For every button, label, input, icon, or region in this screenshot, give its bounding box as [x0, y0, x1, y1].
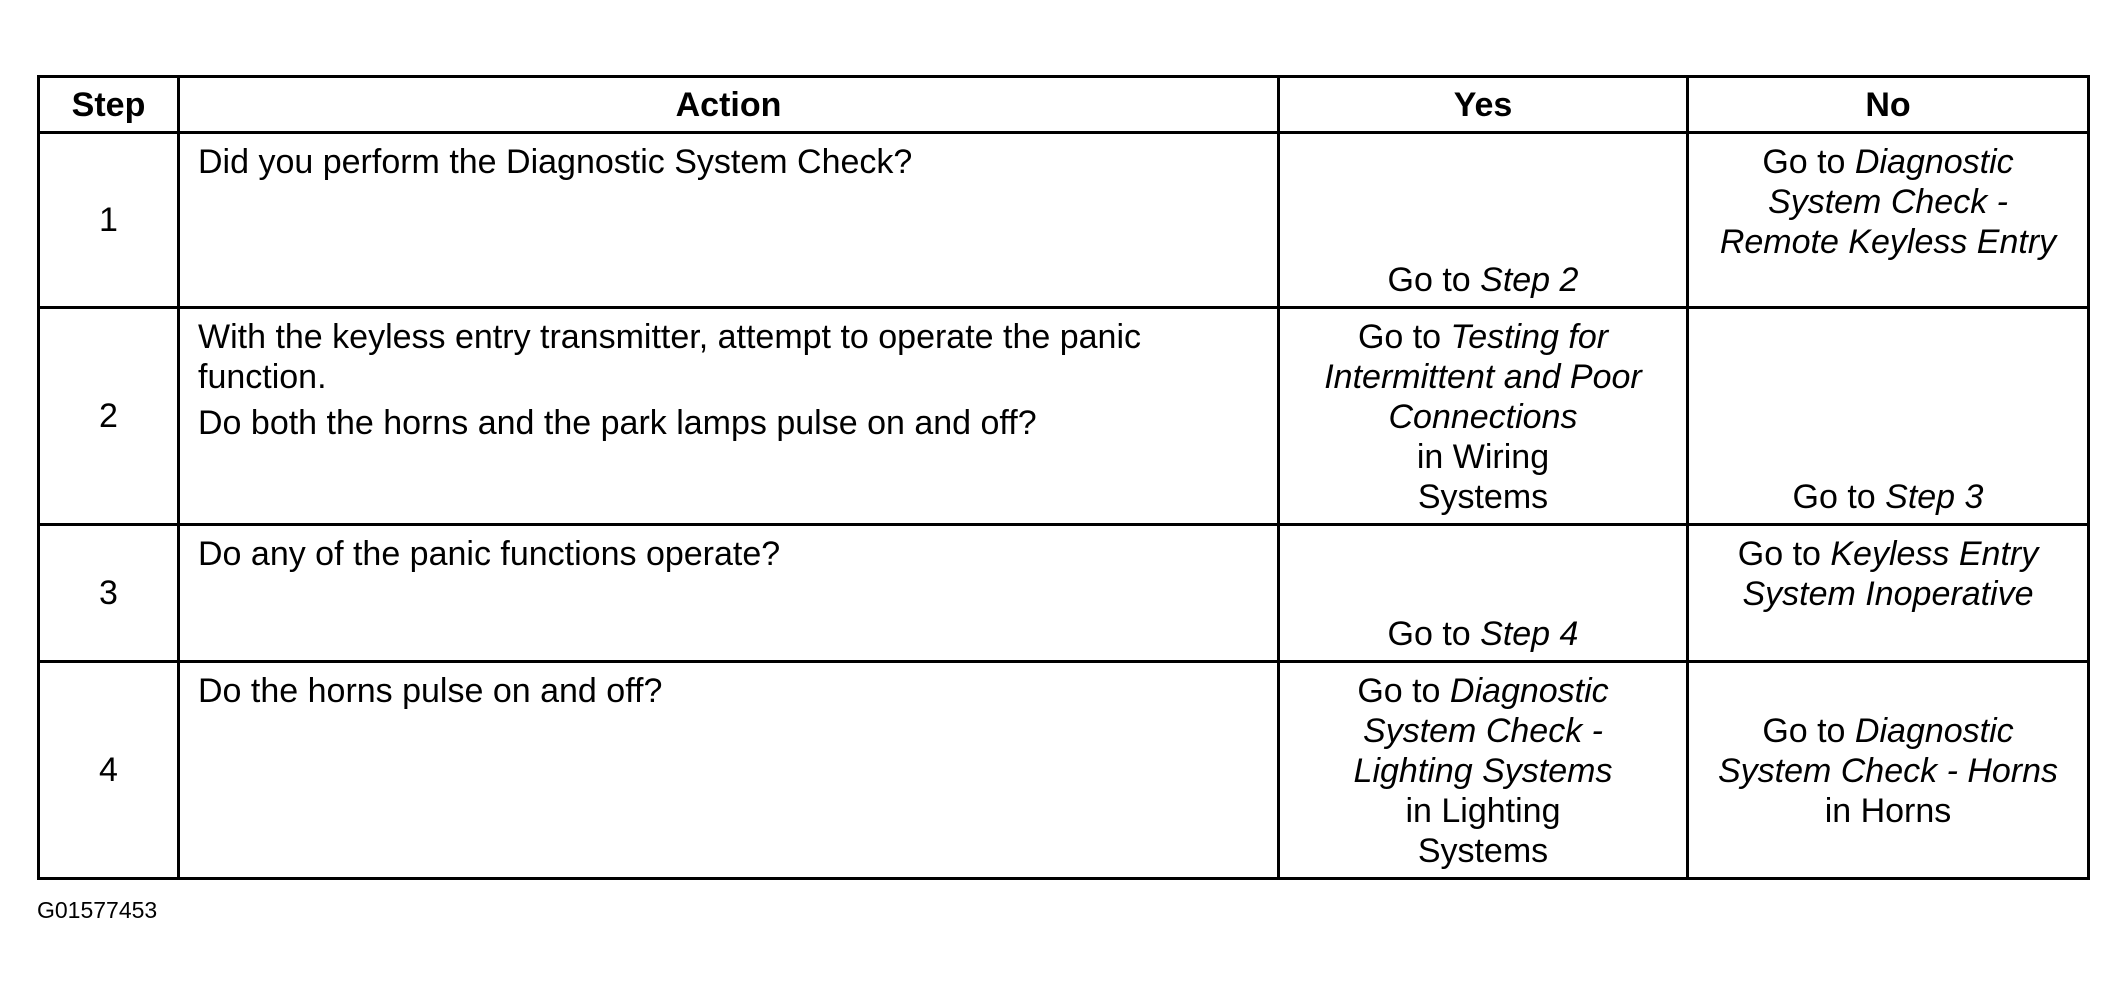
- step-number: 1: [39, 133, 179, 308]
- yes-prefix: Go to: [1357, 672, 1450, 710]
- no-step-link[interactable]: Step 3: [1885, 478, 1984, 516]
- yes-step-link[interactable]: Step 2: [1480, 261, 1579, 299]
- no-link-line[interactable]: System Check - Horns: [1717, 752, 2059, 790]
- step-number: 2: [39, 308, 179, 525]
- yes-suffix: Systems: [1417, 832, 1549, 870]
- yes-cell: [1279, 525, 1688, 662]
- action-cell: [179, 133, 1279, 308]
- no-link-line[interactable]: Diagnostic: [1854, 712, 2014, 750]
- table-row: [39, 525, 2089, 662]
- yes-link-line[interactable]: Diagnostic: [1449, 672, 1609, 710]
- yes-prefix: Go to: [1387, 615, 1481, 653]
- yes-suffix: in Lighting: [1405, 792, 1561, 830]
- yes-suffix: Systems: [1417, 478, 1549, 516]
- action-text: Did you perform the Diagnostic System Check?: [198, 143, 913, 181]
- no-cell: [1688, 308, 2089, 525]
- yes-link-line[interactable]: Lighting Systems: [1353, 752, 1613, 790]
- no-link-line[interactable]: Keyless Entry: [1830, 535, 2039, 573]
- yes-cell: [1279, 662, 1688, 879]
- action-cell: [179, 662, 1279, 879]
- no-cell: [1688, 525, 2089, 662]
- table-header-row: [39, 77, 2089, 133]
- action-text: Do the horns pulse on and off?: [198, 672, 663, 710]
- yes-suffix: in Wiring: [1416, 438, 1550, 476]
- no-link-line[interactable]: Diagnostic: [1854, 143, 2014, 181]
- table-row: [39, 662, 2089, 879]
- yes-prefix: Go to: [1357, 318, 1451, 356]
- yes-link-line[interactable]: Intermittent and Poor: [1324, 358, 1642, 396]
- header-no: No: [1688, 77, 2089, 133]
- no-link-line[interactable]: System Check -: [1768, 183, 2008, 221]
- no-link-line[interactable]: Remote Keyless Entry: [1719, 223, 2057, 261]
- action-text: Do both the horns and the park lamps pulse on and off?: [198, 404, 1037, 442]
- table-row: [39, 133, 2089, 308]
- yes-cell: [1279, 308, 1688, 525]
- yes-prefix: Go to: [1387, 261, 1481, 299]
- action-text: With the keyless entry transmitter, attempt to operate the panic function.: [198, 318, 1142, 396]
- no-prefix: Go to: [1762, 712, 1855, 750]
- no-prefix: Go to: [1737, 535, 1831, 573]
- no-link-line[interactable]: System Inoperative: [1742, 575, 2034, 613]
- no-cell: [1688, 133, 2089, 308]
- diagnostic-table: [37, 75, 2090, 880]
- action-text: Do any of the panic functions operate?: [198, 535, 781, 573]
- yes-link-line[interactable]: Testing for: [1450, 318, 1609, 356]
- action-cell: [179, 525, 1279, 662]
- step-number: 4: [39, 662, 179, 879]
- action-cell: [179, 308, 1279, 525]
- table-row: [39, 308, 2089, 525]
- no-prefix: Go to: [1792, 478, 1886, 516]
- figure-code: G01577453: [37, 897, 158, 923]
- no-suffix: in Horns: [1824, 792, 1952, 830]
- yes-link-line[interactable]: System Check -: [1363, 712, 1603, 750]
- header-yes: Yes: [1279, 77, 1688, 133]
- header-step: Step: [39, 77, 179, 133]
- no-cell: [1688, 662, 2089, 879]
- yes-step-link[interactable]: Step 4: [1480, 615, 1579, 653]
- step-number: 3: [39, 525, 179, 662]
- header-action: Action: [179, 77, 1279, 133]
- yes-cell: [1279, 133, 1688, 308]
- yes-link-line[interactable]: Connections: [1388, 398, 1578, 436]
- no-prefix: Go to: [1762, 143, 1855, 181]
